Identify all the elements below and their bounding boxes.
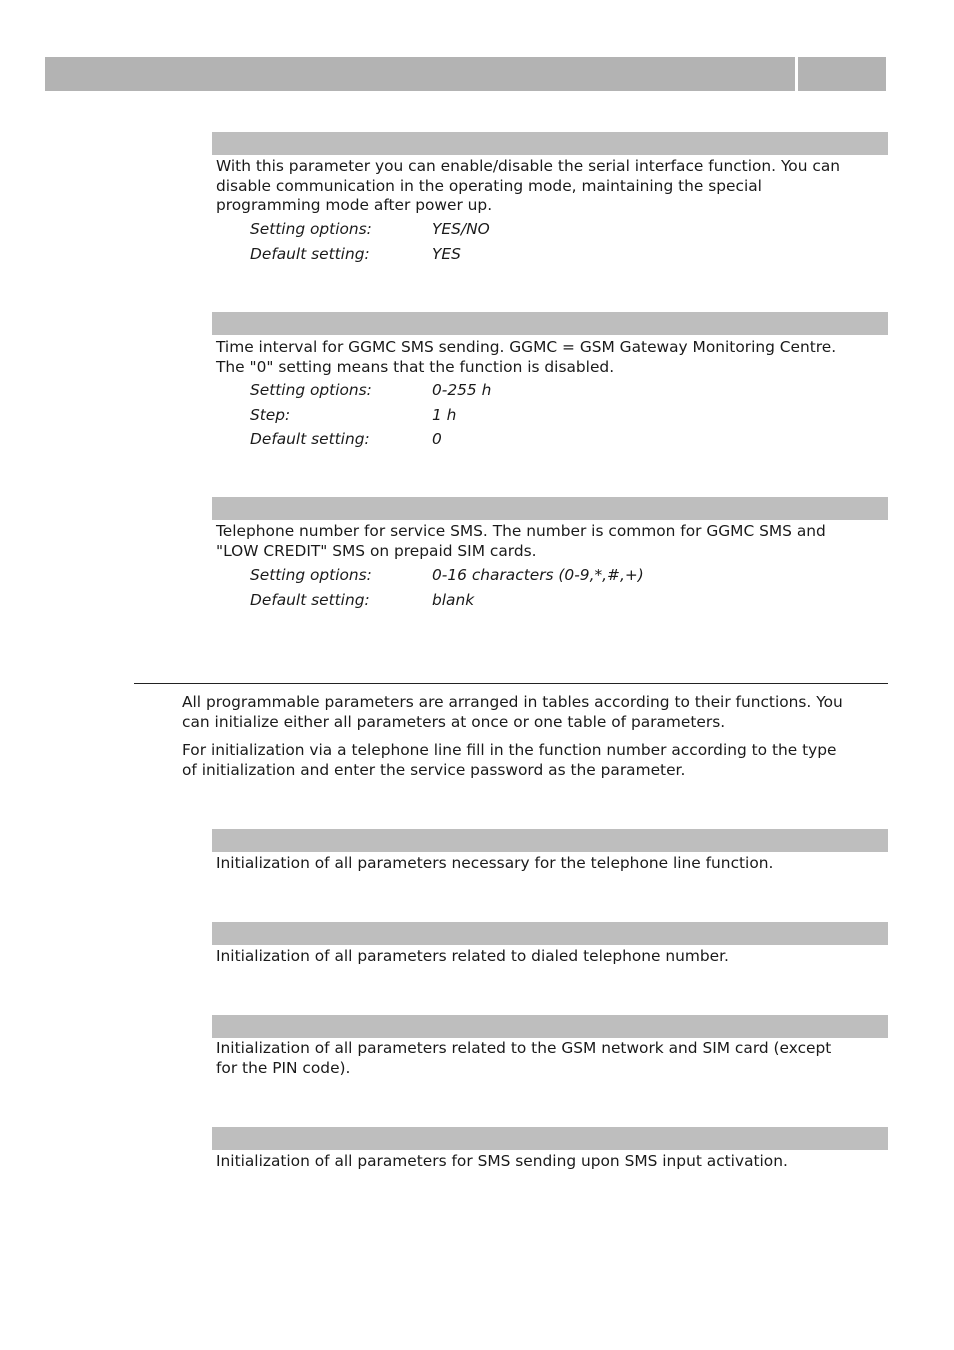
init-heading-bar — [212, 1015, 888, 1038]
description-line: Initialization of all parameters necessary for the telephone line function. — [216, 854, 774, 872]
section-divider — [134, 683, 888, 684]
option-label: Default setting: — [250, 430, 370, 448]
description-line: Telephone number for service SMS. The number is common for GGMC SMS and — [216, 522, 826, 540]
init-heading-bar — [212, 1127, 888, 1150]
init-description — [216, 1152, 788, 1172]
intro-line: All programmable parameters are arranged in tables according to their functions. You — [182, 693, 843, 711]
option-label: Setting options: — [250, 381, 372, 399]
parameter-description — [216, 157, 840, 216]
description-line: Initialization of all parameters for SMS sending upon SMS input activation. — [216, 1152, 788, 1170]
option-value: 0-16 characters (0-9,*,#,+) — [432, 566, 644, 584]
description-line: Initialization of all parameters related to dialed telephone number. — [216, 947, 729, 965]
intro-line: of initialization and enter the service password as the parameter. — [182, 760, 686, 779]
description-line: programming mode after power up. — [216, 196, 493, 214]
init-heading-bar — [212, 829, 888, 852]
init-description — [216, 854, 773, 874]
intro-line: can initialize either all parameters at once or one table of parameters. — [182, 712, 726, 731]
option-label: Setting options: — [250, 566, 372, 584]
init-heading-bar — [212, 922, 888, 945]
description-line: Time interval for GGMC SMS sending. GGMC = GSM Gateway Monitoring Centre. — [216, 338, 837, 356]
description-line: Initialization of all parameters related to the GSM network and SIM card (except — [216, 1039, 832, 1057]
description-line: With this parameter you can enable/disable the serial interface function. You can — [216, 157, 841, 175]
description-line: disable communication in the operating mode, maintaining the special — [216, 176, 762, 195]
page-header-bar — [45, 57, 795, 91]
option-label: Setting options: — [250, 220, 372, 238]
intro-paragraph — [182, 741, 837, 780]
option-value: blank — [432, 591, 475, 609]
intro-line: For initialization via a telephone line fill in the function number according to the type — [182, 741, 837, 759]
page-number-box — [798, 57, 886, 91]
option-label: Default setting: — [250, 245, 370, 263]
option-label: Default setting: — [250, 591, 370, 609]
option-value: 0 — [432, 430, 442, 448]
init-description — [216, 947, 729, 967]
option-label: Step: — [250, 406, 291, 424]
parameter-description — [216, 522, 826, 561]
parameter-heading-bar — [212, 132, 888, 155]
description-line: The "0" setting means that the function is disabled. — [216, 357, 615, 376]
description-line: "LOW CREDIT" SMS on prepaid SIM cards. — [216, 541, 537, 560]
parameter-description — [216, 338, 836, 377]
option-value: YES/NO — [432, 220, 490, 238]
option-value: 1 h — [432, 406, 457, 424]
option-value: YES — [432, 245, 461, 263]
parameter-heading-bar — [212, 312, 888, 335]
option-value: 0-255 h — [432, 381, 492, 399]
parameter-heading-bar — [212, 497, 888, 520]
init-description — [216, 1039, 831, 1078]
description-line: for the PIN code). — [216, 1058, 351, 1077]
intro-paragraph — [182, 693, 843, 732]
